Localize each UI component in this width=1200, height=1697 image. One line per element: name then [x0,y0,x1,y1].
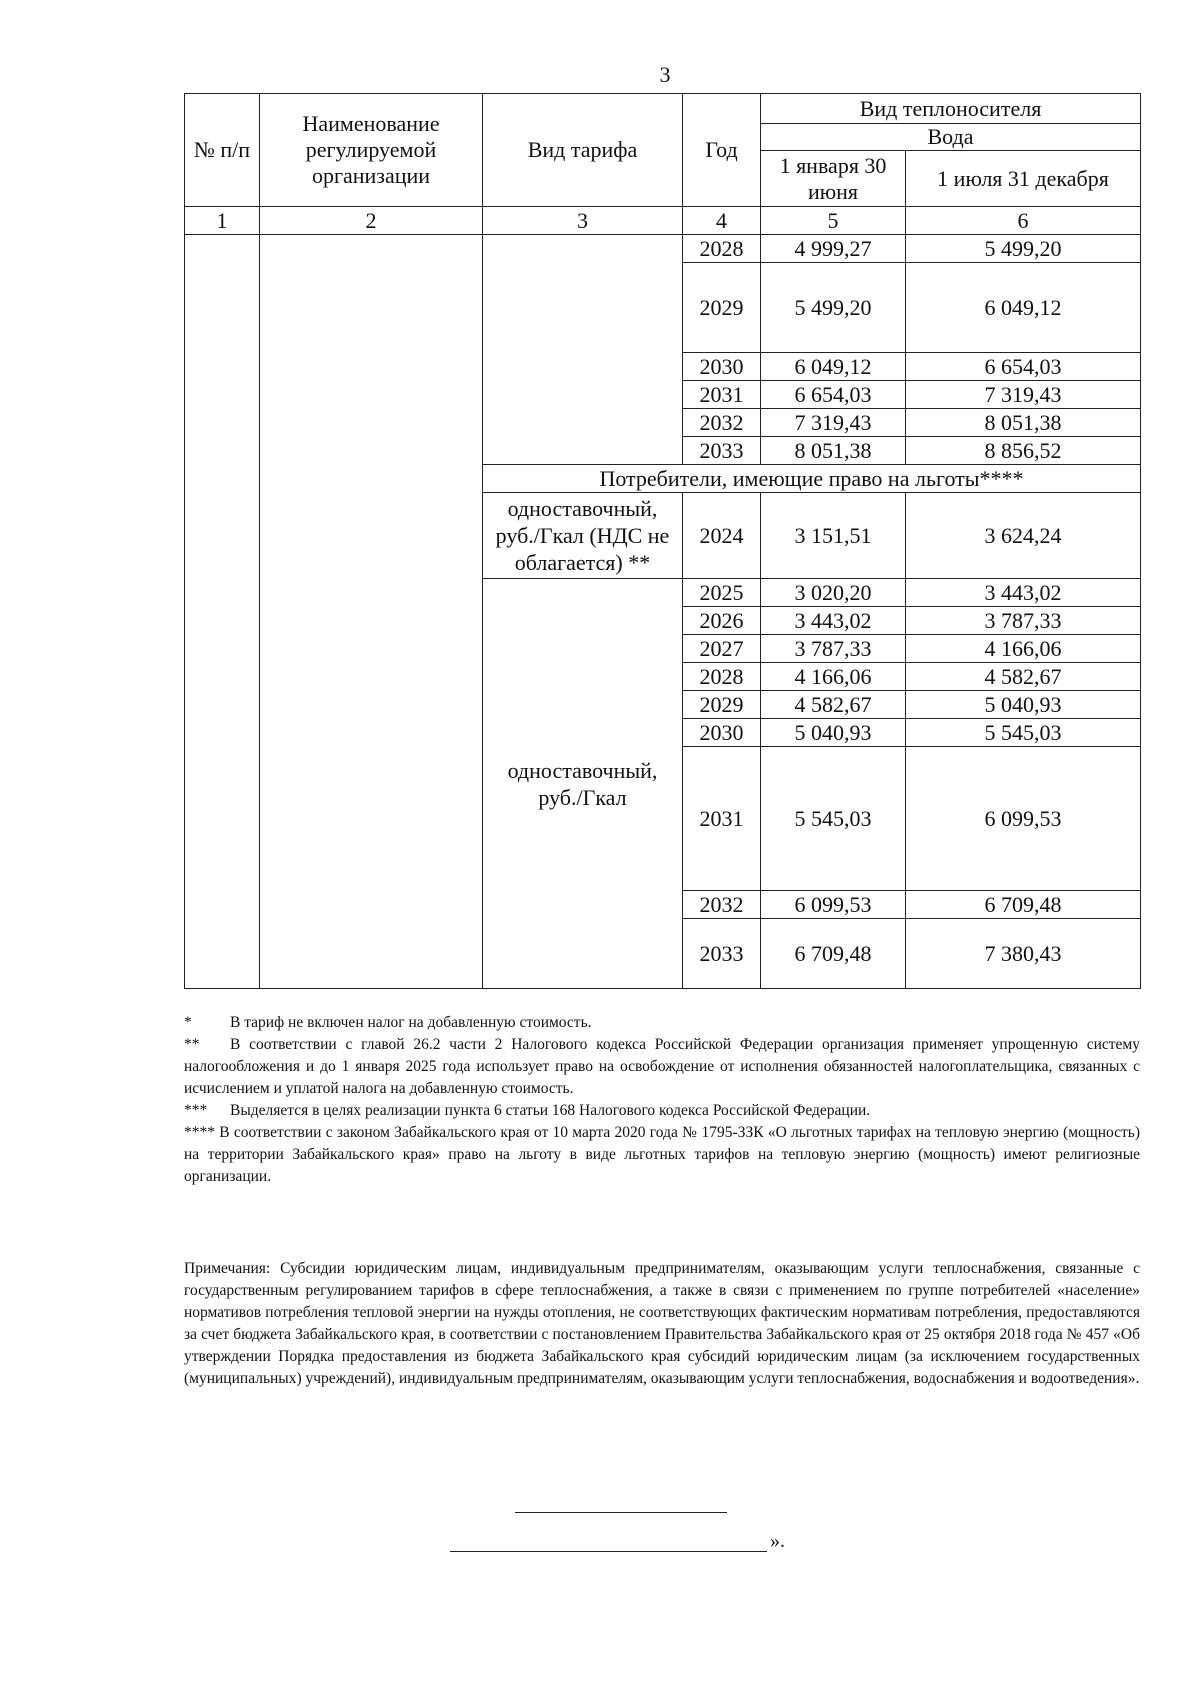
footnote-text: В тариф не включен налог на добавленную стоимость. [230,1014,592,1031]
year-cell: 2031 [683,381,761,409]
year-cell: 2029 [683,691,761,719]
value-cell: 6 709,48 [906,891,1141,919]
value-cell: 5 499,20 [906,235,1141,263]
value-cell: 6 049,12 [906,263,1141,353]
year-cell: 2025 [683,579,761,607]
year-cell: 2024 [683,493,761,579]
column-number: 1 [185,207,260,235]
value-cell: 7 319,43 [906,381,1141,409]
value-cell: 3 787,33 [761,635,906,663]
value-cell: 6 099,53 [906,747,1141,891]
tariff-type-cell [483,235,683,465]
value-cell: 4 999,27 [761,235,906,263]
header-period-2: 1 июля 31 декабря [906,151,1141,207]
value-cell: 5 040,93 [761,719,906,747]
page-number: 3 [659,62,671,87]
column-number: 4 [683,207,761,235]
footnote-text: Выделяется в целях реализации пункта 6 статьи 168 Налогового кодекса Российской Федерации. [230,1102,871,1119]
footnote-mark: **** [184,1124,215,1141]
header-water: Вода [761,124,1141,151]
value-cell: 3 020,20 [761,579,906,607]
value-cell: 3 787,33 [906,607,1141,635]
year-cell: 2028 [683,235,761,263]
footnote [184,1012,1140,1034]
value-cell: 6 654,03 [906,353,1141,381]
value-cell: 5 040,93 [906,691,1141,719]
num-cell [185,235,260,989]
value-cell: 4 166,06 [906,635,1141,663]
column-number: 3 [483,207,683,235]
column-number: 6 [906,207,1141,235]
value-cell: 7 319,43 [761,409,906,437]
closing-quote-mark: ». [770,1530,785,1552]
year-cell: 2030 [683,719,761,747]
section-title: Потребители, имеющие право на льготы**** [483,465,1141,493]
year-cell: 2033 [683,437,761,465]
tariff-type-cell: одноставочный, руб./Гкал [483,579,683,989]
tariff-table [184,93,1141,989]
value-cell: 4 166,06 [761,663,906,691]
year-cell: 2030 [683,353,761,381]
signature-line [515,1512,727,1513]
header-num: № п/п [185,94,260,207]
year-cell: 2029 [683,263,761,353]
year-cell: 2032 [683,409,761,437]
year-cell: 2028 [683,663,761,691]
tariff-type-cell: одноставочный, руб./Гкал (НДС не облагается) ** [483,493,683,579]
year-cell: 2031 [683,747,761,891]
value-cell: 6 099,53 [761,891,906,919]
column-number: 2 [260,207,483,235]
value-cell: 3 443,02 [761,607,906,635]
footnote-text: В соответствии с главой 26.2 части 2 Налогового кодекса Российской Федерации организация применяет упрощенную систему налогообложения и до 1 января 2025 года использует право на освобождение от исполнения обязанностей налогоплательщика, связанных с исчислением и уплатой налога на добавленную стоимость. [184,1036,1140,1097]
value-cell: 6 709,48 [761,919,906,989]
value-cell: 3 624,24 [906,493,1141,579]
footnote [184,1122,1140,1188]
value-cell: 3 443,02 [906,579,1141,607]
notes-paragraph: Примечания: Субсидии юридическим лицам, индивидуальным предпринимателям, оказывающим услуги теплоснабжения, связанные с государственным регулированием тарифов в сфере теплоснабжения, а также в связи с применением по группе потребителей «население» нормативов потребления тепловой энергии на нужды отопления, не соответствующих фактическим нормативам потребления, предоставляются за счет бюджета Забайкальского края, в соответствии с постановлением Правительства Забайкальского края от 25 октября 2018 года № 457 «Об утверждении Порядка предоставления из бюджета Забайкальского края субсидий юридическим лицам (за исключением государственных (муниципальных) учреждений), индивидуальным предпринимателям, оказывающим услуги теплоснабжения, водоснабжения и водоотведения». [184,1260,1140,1387]
year-cell: 2032 [683,891,761,919]
year-cell: 2033 [683,919,761,989]
org-cell [260,235,483,989]
value-cell: 8 051,38 [906,409,1141,437]
footnote-text: В соответствии с законом Забайкальского края от 10 марта 2020 года № 1795-ЗЗК «О льготных тарифах на тепловую энергию (мощность) на территории Забайкальского края» право на льготу в виде льготных тарифов на тепловую энергию (мощность) имеют религиозные организации. [184,1124,1141,1185]
header-period-1: 1 января 30 июня [761,151,906,207]
year-cell: 2026 [683,607,761,635]
footnotes [184,1012,1140,1188]
value-cell: 4 582,67 [906,663,1141,691]
header-tariff-type: Вид тарифа [483,94,683,207]
value-cell: 6 049,12 [761,353,906,381]
year-cell: 2027 [683,635,761,663]
value-cell: 8 856,52 [906,437,1141,465]
footnote-mark: *** [184,1102,208,1119]
value-cell: 5 499,20 [761,263,906,353]
value-cell: 7 380,43 [906,919,1141,989]
value-cell: 8 051,38 [761,437,906,465]
header-org: Наименование регулируемой организации [260,94,483,207]
footnote-mark: ** [184,1036,200,1053]
value-cell: 3 151,51 [761,493,906,579]
footnote [184,1034,1140,1100]
header-year: Год [683,94,761,207]
footnote-mark: * [184,1014,192,1031]
header-carrier: Вид теплоносителя [761,94,1141,124]
value-cell: 5 545,03 [761,747,906,891]
signature-line [450,1551,767,1552]
footnote [184,1100,1140,1122]
value-cell: 4 582,67 [761,691,906,719]
value-cell: 5 545,03 [906,719,1141,747]
value-cell: 6 654,03 [761,381,906,409]
column-number: 5 [761,207,906,235]
